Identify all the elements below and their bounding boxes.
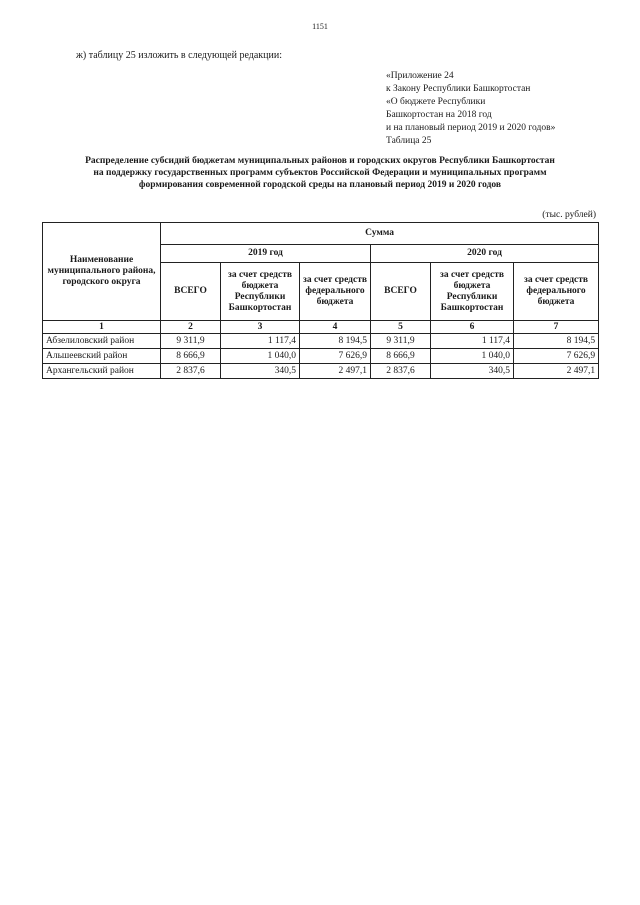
column-header-regional: за счет средств бюджета Республики Башкортостан bbox=[431, 263, 514, 321]
subsidy-table bbox=[42, 222, 599, 379]
value-cell: 340,5 bbox=[221, 364, 300, 379]
value-cell: 7 626,9 bbox=[300, 349, 371, 364]
value-cell: 8 666,9 bbox=[161, 349, 221, 364]
value-cell: 2 497,1 bbox=[300, 364, 371, 379]
column-number: 5 bbox=[371, 321, 431, 334]
table-row bbox=[43, 334, 599, 349]
unit-label: (тыс. рублей) bbox=[542, 210, 596, 220]
column-header-federal: за счет средств федерального бюджета bbox=[300, 263, 371, 321]
intro-text: ж) таблицу 25 изложить в следующей редакции: bbox=[76, 50, 282, 61]
value-cell: 7 626,9 bbox=[514, 349, 599, 364]
column-number: 7 bbox=[514, 321, 599, 334]
appendix-line: Башкортостан на 2018 год bbox=[386, 110, 492, 120]
appendix-line: к Закону Республики Башкортостан bbox=[386, 84, 531, 94]
value-cell: 2 837,6 bbox=[161, 364, 221, 379]
value-cell: 1 117,4 bbox=[431, 334, 514, 349]
column-header-year-2019: 2019 год bbox=[161, 245, 371, 263]
appendix-line: «Приложение 24 bbox=[386, 71, 454, 81]
column-number: 3 bbox=[221, 321, 300, 334]
column-number: 2 bbox=[161, 321, 221, 334]
value-cell: 340,5 bbox=[431, 364, 514, 379]
value-cell: 8 666,9 bbox=[371, 349, 431, 364]
title-line: Распределение субсидий бюджетам муниципальных районов и городских округов Республики Башкортостан bbox=[85, 156, 555, 166]
value-cell: 9 311,9 bbox=[371, 334, 431, 349]
document-title bbox=[40, 155, 600, 191]
value-cell: 9 311,9 bbox=[161, 334, 221, 349]
district-name: Абзелиловский район bbox=[43, 334, 161, 349]
appendix-line: и на плановый период 2019 и 2020 годов» bbox=[386, 123, 556, 133]
column-header-federal: за счет средств федерального бюджета bbox=[514, 263, 599, 321]
column-number: 6 bbox=[431, 321, 514, 334]
table-row bbox=[43, 349, 599, 364]
value-cell: 8 194,5 bbox=[514, 334, 599, 349]
column-header-regional: за счет средств бюджета Республики Башкортостан bbox=[221, 263, 300, 321]
district-name: Альшеевский район bbox=[43, 349, 161, 364]
appendix-line: Таблица 25 bbox=[386, 136, 432, 146]
page-number: 1151 bbox=[312, 22, 328, 31]
table-row bbox=[43, 364, 599, 379]
title-line: на поддержку государственных программ субъектов Российской Федерации и муниципальных программ bbox=[93, 168, 547, 178]
column-header-total: ВСЕГО bbox=[161, 263, 221, 321]
column-header-year-2020: 2020 год bbox=[371, 245, 599, 263]
value-cell: 1 040,0 bbox=[221, 349, 300, 364]
appendix-note bbox=[386, 70, 555, 148]
column-header-name: Наименование муниципального района, городского округа bbox=[43, 223, 161, 321]
column-header-sum: Сумма bbox=[161, 223, 599, 245]
district-name: Архангельский район bbox=[43, 364, 161, 379]
column-number: 1 bbox=[43, 321, 161, 334]
appendix-line: «О бюджете Республики bbox=[386, 97, 486, 107]
value-cell: 2 837,6 bbox=[371, 364, 431, 379]
value-cell: 1 117,4 bbox=[221, 334, 300, 349]
column-number: 4 bbox=[300, 321, 371, 334]
title-line: формирования современной городской среды на плановый период 2019 и 2020 годов bbox=[138, 180, 502, 190]
value-cell: 2 497,1 bbox=[514, 364, 599, 379]
value-cell: 8 194,5 bbox=[300, 334, 371, 349]
column-header-total: ВСЕГО bbox=[371, 263, 431, 321]
value-cell: 1 040,0 bbox=[431, 349, 514, 364]
